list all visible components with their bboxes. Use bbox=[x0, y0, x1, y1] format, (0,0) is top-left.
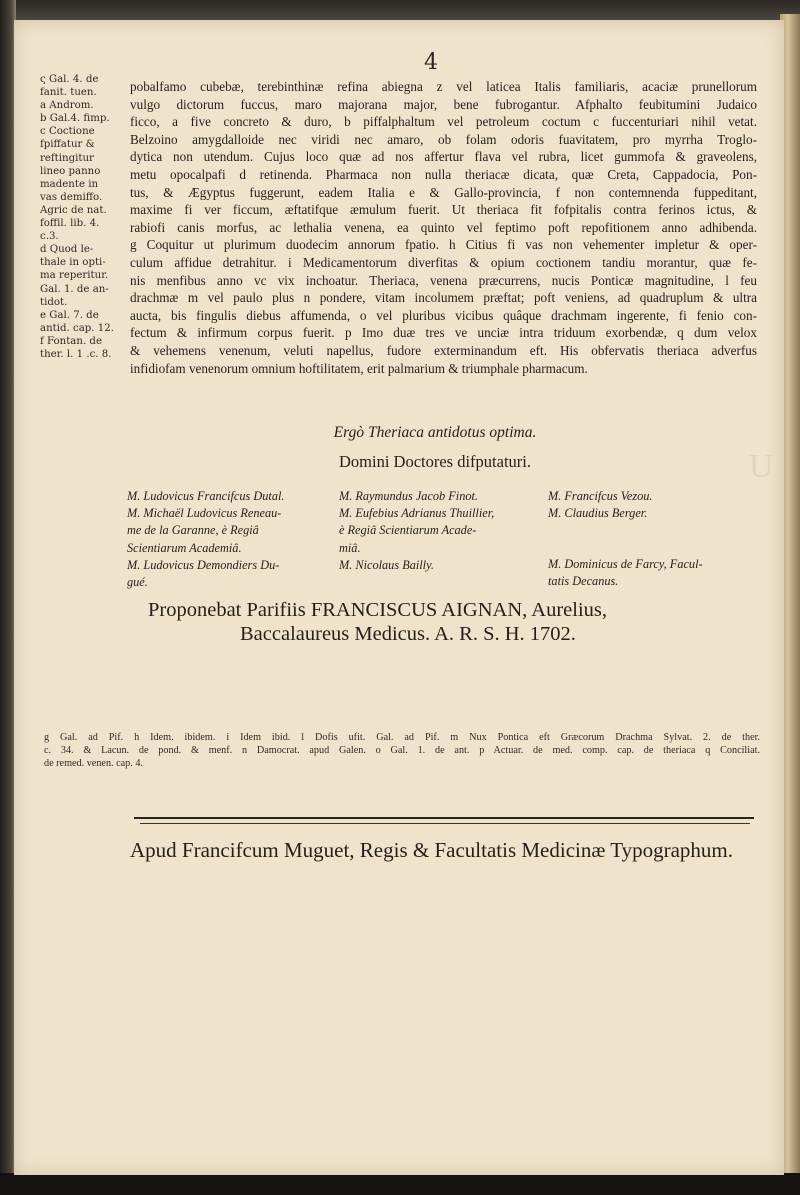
doctors-heading: Domini Doctores difputaturi. bbox=[338, 452, 531, 471]
margin-note-line: f Fontan. de bbox=[40, 335, 102, 347]
doctors-column-3 bbox=[548, 488, 653, 522]
proponebat-line-1: Proponebat Parifiis FRANCISCUS AIGNAN, Aurelius, bbox=[148, 599, 607, 621]
doctor-entry-line: M. Eufebius Adrianus Thuillier, bbox=[339, 506, 495, 521]
book-top-edge bbox=[0, 0, 800, 20]
proponebat-line-2: Baccalaureus Medicus. A. R. S. H. 1702. bbox=[240, 623, 576, 645]
doctor-entry-line: è Regiâ Scientiarum Acade- bbox=[339, 523, 477, 538]
margin-note-line: antid. cap. 12. bbox=[40, 322, 114, 334]
body-line: maxime fi ver ficcum, æftatifque æmulum fuerit. Ut theriaca fit fofpitalis contra ferinos ictus, & bbox=[130, 202, 757, 218]
margin-note-line: fanit. tuen. bbox=[40, 87, 97, 99]
doctors-column-1 bbox=[127, 488, 284, 591]
margin-note-line: ma reperitur. bbox=[40, 270, 109, 282]
body-line: ficco, a five concreto & duro, b piffalphaltum vel petroleum coctum c fuccenturiari nihil vetat. bbox=[130, 114, 757, 130]
doctor-entry-line: me de la Garanne, è Regiâ bbox=[127, 523, 259, 538]
margin-note-line: lineo panno bbox=[40, 165, 101, 177]
footnotes bbox=[44, 731, 760, 770]
proponebat-statement bbox=[148, 598, 768, 646]
footnote-line: g Gal. ad Pif. h Idem. ibidem. i Idem ibid. l Dofis ufit. Gal. ad Pif. m Nux Pontica eft Græcorum Drachma Sylvat. 2. de ther. bbox=[44, 732, 760, 743]
body-line: dytica non utendum. Cujus loco quæ ad nos affertur flava vel rubra, licet gummofa & graveolens, bbox=[130, 149, 757, 165]
body-line: aucta, bis fingulis diebus affumenda, o vel pluribus vicibus quâque drachmam ingerente, fi fenio con- bbox=[130, 307, 757, 323]
margin-note-line: foffil. lib. 4. bbox=[40, 218, 100, 230]
margin-note-line: a Androm. bbox=[40, 100, 94, 112]
doctor-entry-line: M. Ludovicus Demondiers Du- bbox=[127, 557, 280, 572]
footnote-line: de remed. venen. cap. 4. bbox=[44, 758, 143, 769]
doctor-entry-line: gué. bbox=[127, 575, 148, 590]
margin-note-line: ther. l. 1 .c. 8. bbox=[40, 348, 112, 360]
doctor-entry-line: M. Raymundus Jacob Finot. bbox=[339, 489, 478, 503]
body-line: pobalfamo cubebæ, terebinthinæ refina abiegna z vel laticea Italis familiaris, acaciæ prunellorum bbox=[130, 79, 757, 94]
margin-note-line: vas demiffo. bbox=[40, 191, 103, 203]
margin-note-line: c.3. bbox=[40, 231, 59, 243]
doctor-entry-line: M. Ludovicus Francifcus Dutal. bbox=[127, 489, 285, 503]
body-line: culum affidue detrahitur. i Medicamentorum diverfitas & opium coctionem tandiu morantur, quæ fe- bbox=[130, 254, 757, 270]
body-line: fectum & infirmum corpus fuerit. p Imo duæ tres ve unciæ intra triduum exorbendæ, q dum velox bbox=[130, 325, 757, 341]
doctor-entry-line: miâ. bbox=[339, 540, 361, 555]
margin-note-line: ς Gal. 4. de bbox=[40, 74, 99, 85]
margin-note-line: tidot. bbox=[40, 296, 68, 308]
doctors-column-3-dean bbox=[548, 556, 703, 590]
bleed-through-mark: U bbox=[749, 448, 774, 485]
doctors-column-2 bbox=[339, 488, 494, 574]
body-line: nis menfibus anno vc vix inchoatur. Theriaca, venena præcurrens, nucis Ponticæ magnitudine, l feu bbox=[130, 272, 757, 288]
body-line: metu opocalpafi d retinenda. Pharmaca non nulla theriacæ dicata, quæ Creta, Cappadocia, Pon- bbox=[130, 166, 757, 182]
body-line: drachmæ m vel paulo plus n pondere, vitam incolumem præftat; poft veniens, ad quadruplum & ultra bbox=[130, 290, 757, 306]
printer-imprint: Apud Francifcum Muguet, Regis & Facultatis Medicinæ Typographum. bbox=[130, 838, 733, 862]
body-line: rabiofi canis morfus, ac lethalia venena, ea quinto vel feptimo poft repofitionem anno adhibenda. bbox=[130, 219, 757, 235]
margin-note-line: e Gal. 7. de bbox=[40, 309, 99, 321]
margin-note-line: reftingitur bbox=[40, 152, 94, 164]
doctor-entry-line: M. Francifcus Vezou. bbox=[548, 489, 653, 503]
margin-notes bbox=[40, 73, 128, 361]
doctor-entry-line: Scientiarum Academiâ. bbox=[127, 540, 242, 555]
body-line: & vehemens venenum, veluti napellus, fudore exterminandum eft. His obfervatis theriaca adverfus bbox=[130, 342, 757, 358]
doctor-entry-line: tatis Decanus. bbox=[548, 574, 619, 589]
body-line: g Coquitur ut plurimum duodecim annorum fpatio. h Citius fi vas non vehementer impletur & oper- bbox=[130, 237, 757, 253]
margin-note-line: madente in bbox=[40, 178, 99, 190]
margin-note-line: c Coctione bbox=[40, 126, 95, 138]
body-line: Belzoino amygdalloide nec viridi nec amaro, ob folam odoris fuavitatem, pro myrrha Troglo- bbox=[130, 131, 757, 147]
conclusion-thesis: Ergò Theriaca antidotus optima. bbox=[333, 424, 537, 441]
margin-note-line: Gal. 1. de an- bbox=[40, 283, 109, 295]
divider-rule-thin bbox=[140, 823, 750, 824]
margin-note-line: thale in opti- bbox=[40, 257, 106, 269]
body-text bbox=[130, 78, 757, 377]
doctor-entry-line: M. Michaël Ludovicus Reneau- bbox=[127, 506, 282, 521]
margin-note-line: b Gal.4. fimp. bbox=[40, 113, 110, 125]
divider-rule bbox=[134, 817, 754, 819]
book-bottom-edge bbox=[0, 1173, 800, 1195]
doctor-entry-line: M. Nicolaus Bailly. bbox=[339, 557, 434, 572]
margin-note-line: Agric de nat. bbox=[40, 204, 107, 216]
doctor-entry-line: M. Claudius Berger. bbox=[548, 506, 648, 521]
page-number: 4 bbox=[424, 50, 438, 75]
body-line: infidiofam venenorum omnium hoftilitatem, erit palmarium & triumphale pharmacum. bbox=[130, 360, 588, 376]
margin-note-line: fpiffatur & bbox=[40, 139, 95, 151]
body-line: tus, & Ægyptus fuggerunt, eadem Italia e & Gallo-provincia, f non contemnenda fuppeditant, bbox=[130, 184, 757, 200]
doctor-entry-line: M. Dominicus de Farcy, Facul- bbox=[548, 557, 703, 571]
body-line: vulgo dictorum fuccus, maro majorana major, bene fubrogantur. Afphalto feubitumini Judaico bbox=[130, 96, 757, 112]
footnote-line: c. 34. & Lacun. de pond. & menf. n Damocrat. apud Galen. o Gal. 1. de ant. p Actuar. de med. comp. cap. de theriaca q Conciliat. bbox=[44, 745, 760, 756]
margin-note-line: d Quod le- bbox=[40, 244, 94, 256]
